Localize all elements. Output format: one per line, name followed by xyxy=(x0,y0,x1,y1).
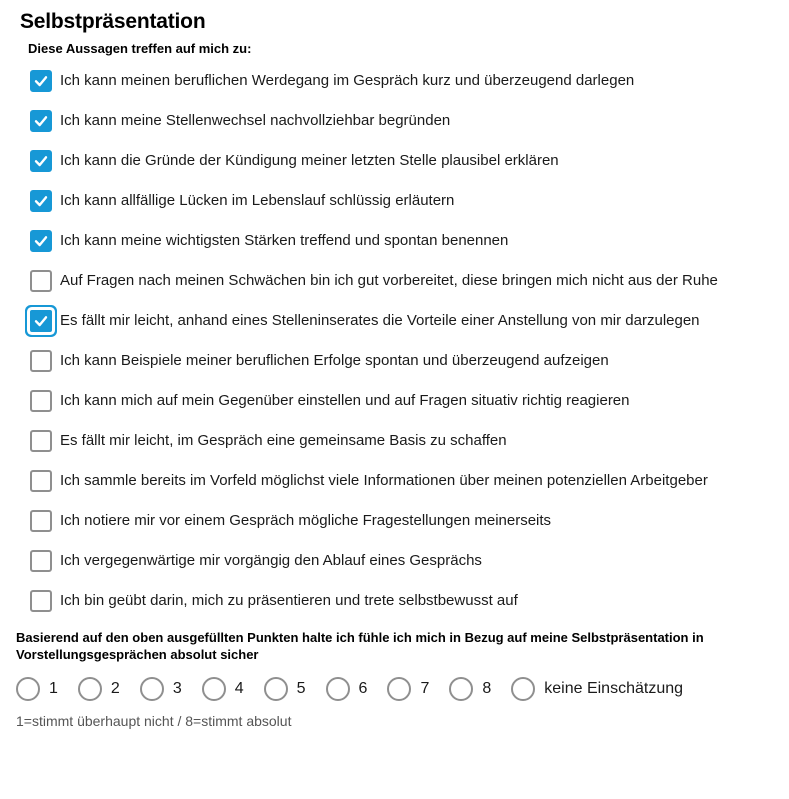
checkbox[interactable] xyxy=(30,310,52,332)
checklist-item xyxy=(30,189,769,213)
checkmark-icon xyxy=(33,193,49,209)
rating-option-label: 1 xyxy=(49,680,58,697)
page-title: Selbstpräsentation xyxy=(20,10,206,33)
statement-checklist xyxy=(30,69,769,613)
rating-option-label: 3 xyxy=(172,680,182,697)
checklist-subtitle: Diese Aussagen treffen auf mich zu: xyxy=(28,41,252,56)
rating-option[interactable] xyxy=(16,677,58,701)
radio-icon[interactable] xyxy=(511,677,535,701)
checkbox-label: Ich kann allfällige Lücken im Lebenslauf schlüssig erläutern xyxy=(60,192,455,209)
radio-icon[interactable] xyxy=(264,677,288,701)
checkbox[interactable] xyxy=(30,550,52,572)
checkbox-label: Ich kann meinen beruflichen Werdegang im Gespräch kurz und überzeugend darlegen xyxy=(60,72,635,89)
checkbox-label: Ich vergegenwärtige mir vorgängig den Ablauf eines Gesprächs xyxy=(60,552,482,569)
rating-section xyxy=(16,629,769,729)
checkbox-label: Ich kann die Gründe der Kündigung meiner letzten Stelle plausibel erklären xyxy=(60,152,559,169)
checkbox[interactable] xyxy=(30,190,52,212)
rating-scale xyxy=(16,677,769,701)
checklist-item xyxy=(30,589,769,613)
rating-option-label: 7 xyxy=(420,680,430,697)
rating-option[interactable] xyxy=(511,677,683,701)
checkbox-label: Ich kann meine wichtigsten Stärken treffend und spontan benennen xyxy=(60,232,509,249)
checklist-item xyxy=(30,229,769,253)
checklist-item xyxy=(30,549,769,573)
rating-question: Basierend auf den oben ausgefüllten Punkten halte ich fühle ich mich in Bezug auf meine Selbstpräsentation in Vorstellungsgesprächen absolut sicher xyxy=(16,630,704,662)
checkbox[interactable] xyxy=(30,350,52,372)
checkmark-icon xyxy=(33,233,49,249)
checklist-item xyxy=(30,309,769,333)
checkbox-label: Ich bin geübt darin, mich zu präsentieren und trete selbstbewusst auf xyxy=(60,592,518,609)
checkbox[interactable] xyxy=(30,470,52,492)
checkmark-icon xyxy=(33,153,49,169)
checklist-item xyxy=(30,509,769,533)
rating-option-label: 4 xyxy=(234,680,244,697)
radio-icon[interactable] xyxy=(449,677,473,701)
checkbox-label: Ich kann meine Stellenwechsel nachvollziehbar begründen xyxy=(60,112,451,129)
rating-option[interactable] xyxy=(326,677,368,701)
checklist-item xyxy=(30,389,769,413)
checkmark-icon xyxy=(33,113,49,129)
checkbox-label: Es fällt mir leicht, im Gespräch eine gemeinsame Basis zu schaffen xyxy=(60,432,507,449)
radio-icon[interactable] xyxy=(326,677,350,701)
checkbox-label: Es fällt mir leicht, anhand eines Stelleninserates die Vorteile einer Anstellung von mir darzulegen xyxy=(60,312,700,329)
rating-option-label: keine Einschätzung xyxy=(544,680,684,697)
rating-option-label: 6 xyxy=(358,680,368,697)
rating-option[interactable] xyxy=(202,677,244,701)
checkbox[interactable] xyxy=(30,110,52,132)
checkbox-label: Ich sammle bereits im Vorfeld möglichst viele Informationen über meinen potenziellen Arbeitgeber xyxy=(60,472,708,489)
checkbox[interactable] xyxy=(30,510,52,532)
checkbox[interactable] xyxy=(30,70,52,92)
rating-option[interactable] xyxy=(449,677,491,701)
checkbox[interactable] xyxy=(30,430,52,452)
checkbox[interactable] xyxy=(30,390,52,412)
checkbox-label: Ich notiere mir vor einem Gespräch mögliche Fragestellungen meinerseits xyxy=(60,512,552,529)
checkbox-label: Ich kann mich auf mein Gegenüber einstellen und auf Fragen situativ richtig reagieren xyxy=(60,392,630,409)
checkbox[interactable] xyxy=(30,150,52,172)
rating-option-label: 5 xyxy=(296,680,306,697)
radio-icon[interactable] xyxy=(387,677,411,701)
rating-option[interactable] xyxy=(387,677,429,701)
checklist-item xyxy=(30,429,769,453)
radio-icon[interactable] xyxy=(202,677,226,701)
rating-option[interactable] xyxy=(78,677,120,701)
checkbox[interactable] xyxy=(30,590,52,612)
checkmark-icon xyxy=(33,313,49,329)
rating-option-label: 8 xyxy=(482,680,492,697)
scale-legend: 1=stimmt überhaupt nicht / 8=stimmt absolut xyxy=(16,713,292,729)
radio-icon[interactable] xyxy=(78,677,102,701)
radio-icon[interactable] xyxy=(140,677,164,701)
radio-icon[interactable] xyxy=(16,677,40,701)
checklist-item xyxy=(30,349,769,373)
checkbox-label: Auf Fragen nach meinen Schwächen bin ich gut vorbereitet, diese bringen mich nicht aus der Ruhe xyxy=(60,272,718,289)
checklist-item xyxy=(30,69,769,93)
checkmark-icon xyxy=(33,73,49,89)
rating-option-label: 2 xyxy=(110,680,120,697)
checkbox[interactable] xyxy=(30,230,52,252)
rating-option[interactable] xyxy=(264,677,306,701)
checklist-item xyxy=(30,109,769,133)
checkbox[interactable] xyxy=(30,270,52,292)
checklist-item xyxy=(30,469,769,493)
checkbox-label: Ich kann Beispiele meiner beruflichen Erfolge spontan und überzeugend aufzeigen xyxy=(60,352,609,369)
rating-option[interactable] xyxy=(140,677,182,701)
checklist-item xyxy=(30,269,769,293)
checklist-item xyxy=(30,149,769,173)
